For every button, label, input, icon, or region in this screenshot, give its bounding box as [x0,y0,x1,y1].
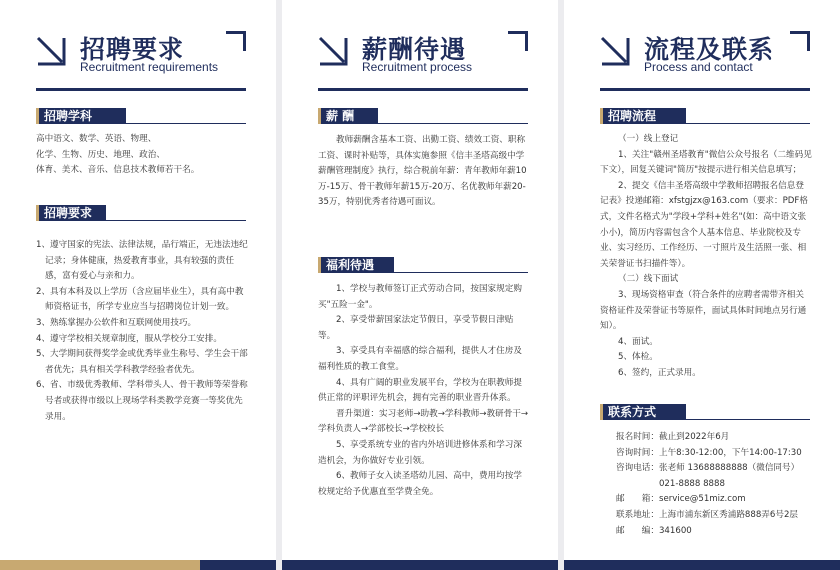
title-underline [600,88,810,91]
panel-title: 流程及联系 [644,35,775,64]
subjects-text: 高中语文、数学、英语、物理、 化学、生物、历史、地理、政治、 体育、美术、音乐、信息技术教师若干名。 [36,134,200,176]
list-item: （一）线上登记 [618,134,679,144]
panel-subtitle: Process and contact [644,60,753,74]
list-item: 2、具有本科及以上学历（含应届毕业生），具有高中教师资格证书，所学专业应当与招聘岗位计划一致。 [36,286,244,313]
panel-title: 薪酬待遇 [362,35,467,64]
arrow-corner-icon [600,36,630,66]
list-item: 2、享受带薪国家法定节假日，享受节假日津贴等。 [318,315,514,341]
list-item: 1、关注"赣州圣塔教育"微信公众号报名（二维码见下文），回复关键词"简历"按提示进行相关信息填写； [600,149,812,176]
corner-bracket-icon [226,31,246,51]
panel-subtitle: Recruitment process [362,60,473,74]
list-item: 4、面试。 [618,336,658,347]
welfare-list [318,282,530,500]
corner-bracket-icon [508,31,528,51]
list-item: 3、现场资格审查（符合条件的应聘者需带齐相关资格证件及荣誉证书等原件，面试具体时间地点另行通知）。 [600,289,807,332]
panel-title: 招聘要求 [80,35,185,64]
contact-row: 邮 编：341600 [616,525,692,536]
process-list [600,132,812,382]
title-underline [318,88,528,91]
process-contact-panel: 流程及联系 Process and contact 招聘流程 （一）线上登记 1、关注"赣州圣塔教育"微信公众号报名（二维码见下文），回复关键词"简历"按提示进行相关信息填写； 2、提交《信丰圣塔高级中学教师招聘报名信息登记表》投递邮箱：xfstgjzx@163.com（要求：PDF格式，文件名格式为"学段+学科+姓名"(如：高中语文张小小)，简历内容需包含个人基本信息、毕业院校及专业、实习经历、工作经历、一寸照片及生活照一张、相关荣誉证书扫描件等）。 （二）线下面试 3、现场资格审查（符合条件的应聘者需带齐相关资格证件及荣誉证书等原件，面试具体时间地点另行通知）。 4、面试。 5、体检。 6、签约，正式录用。 联系方式 报名时间：截止到2022年6月 咨询时间：上午8:30-12:00，下午14:00-17:30 咨询电话：张老师 13688888888（微信同号） 021-8888 8888 邮 箱：service@51miz.com 联系地址：上海市浦东新区秀浦路888弄6号2层 邮 编：341600 [564,0,840,570]
list-item: 4、具有广阔的职业发展平台，学校为在职教师提供正常的评职评先机会，拥有完善的职业晋升体系。 [318,377,522,404]
list-item: 晋升渠道：实习老师→助教→学科教师→教研骨干→学科负责人→学部校长→学校校长 [318,408,529,435]
contact-row: 咨询时间：上午8:30-12:00，下午14:00-17:30 [616,447,802,458]
arrow-corner-icon [318,36,348,66]
title-underline [36,88,246,91]
recruitment-requirements-panel: 招聘要求 Recruitment requirements 招聘学科 高中语文、数学、英语、物理、 化学、生物、历史、地理、政治、 体育、美术、音乐、信息技术教师若干名。 招聘要求 1、遵守国家的宪法、法律法规，品行端正，无违法违纪记录；身体健康，热爱教育事业，具有较强的责任感，富有爱心与亲和力。 2、具有本科及以上学历（含应届毕业生），具有高中教师资格证书，所学专业应当与招聘岗位计划一致。 3、熟练掌握办公软件和互联网使用技巧。 4、遵守学校相关规章制度，服从学校分工安排。 5、大学期间获得奖学金或优秀毕业生称号、学生会干部者优先；具有相关学科教学经验者优先。 6、省、市级优秀教师、学科带头人、骨干教师等荣誉称号者或获得市级以上现场学科类教学竞赛一等奖优先录用。 [0,0,276,570]
contact-info [616,430,828,539]
bottom-stripe [0,560,200,570]
salary-text: 教师薪酬含基本工资、出勤工资、绩效工资、职称工资、课时补贴等，具体实施参照《信丰圣塔高级中学薪酬管理制度》执行，综合税前年薪：青年教师年薪10万-15万、骨干教师年薪15万-20万、名优教师年薪20-35万，特别优秀者待遇可面议。 [318,135,527,208]
contact-row: 联系地址：上海市浦东新区秀浦路888弄6号2层 [616,509,799,520]
requirements-list [36,238,248,425]
list-item: 5、体检。 [618,352,658,363]
list-item: 3、熟练掌握办公软件和互联网使用技巧。 [36,317,197,328]
list-item: 5、大学期间获得奖学金或优秀毕业生称号、学生会干部者优先；具有相关学科教学经验者优先。 [36,349,248,375]
panel-subtitle: Recruitment requirements [80,60,219,74]
arrow-corner-icon [36,36,66,66]
list-item: 1、学校与教师签订正式劳动合同，按国家规定购买"五险一金"。 [318,284,522,310]
contact-row: 报名时间：截止到2022年6月 [616,432,730,442]
list-item: 3、享受具有幸福感的综合福利，提供人才住房及福利性质的教工食堂。 [318,346,522,372]
list-item: 6、省、市级优秀教师、学科带头人、骨干教师等荣誉称号者或获得市级以上现场学科类教学竞赛一等奖优先录用。 [36,380,248,422]
list-item: （二）线下面试 [618,274,679,285]
list-item: 6、教师子女入读圣塔幼儿园、高中，费用均按学校规定给予优惠直至学费全免。 [318,471,522,497]
list-item: 2、提交《信丰圣塔高级中学教师招聘报名信息登记表》投递邮箱：xfstgjzx@163.com（要求：PDF格式，文件名格式为"学段+学科+姓名"(如：高中语文张小小)，简历内容需包含个人基本信息、毕业院校及专业、实习经历、工作经历、一寸照片及生活照一张、相关荣誉证书扫描件等）。 [600,180,808,269]
list-item: 1、遵守国家的宪法、法律法规，品行端正，无违法违纪记录；身体健康，热爱教育事业，具有较强的责任感，富有爱心与亲和力。 [36,240,248,282]
bottom-stripe [282,560,558,570]
list-item: 5、享受系统专业的省内外培训进修体系和学习深造机会，为你做好专业引领。 [318,439,522,466]
contact-row: 邮 箱：service@51miz.com [616,494,746,505]
contact-row: 021-8888 8888 [616,478,725,489]
list-item: 6、签约，正式录用。 [618,367,701,378]
salary-panel: 薪酬待遇 Recruitment process 薪 酬 教师薪酬含基本工资、出勤工资、绩效工资、职称工资、课时补贴等，具体实施参照《信丰圣塔高级中学薪酬管理制度》执行，综合税前年薪：青年教师年薪10万-15万、骨干教师年薪15万-20万、名优教师年薪20-35万，特别优秀者待遇可面议。 福利待遇 1、学校与教师签订正式劳动合同，按国家规定购买"五险一金"。 2、享受带薪国家法定节假日，享受节假日津贴等。 3、享受具有幸福感的综合福利，提供人才住房及福利性质的教工食堂。 4、具有广阔的职业发展平台，学校为在职教师提供正常的评职评先机会，拥有完善的职业晋升体系。 晋升渠道：实习老师→助教→学科教师→教研骨干→学科负责人→学部校长→学校校长 5、享受系统专业的省内外培训进修体系和学习深造机会，为你做好专业引领。 6、教师子女入读圣塔幼儿园、高中，费用均按学校规定给予优惠直至学费全免。 [282,0,558,570]
list-item: 4、遵守学校相关规章制度，服从学校分工安排。 [36,333,222,344]
corner-bracket-icon [790,31,810,51]
bottom-stripe [200,560,276,570]
bottom-stripe [564,560,840,570]
contact-row: 咨询电话：张老师 13688888888（微信同号） [616,463,800,474]
